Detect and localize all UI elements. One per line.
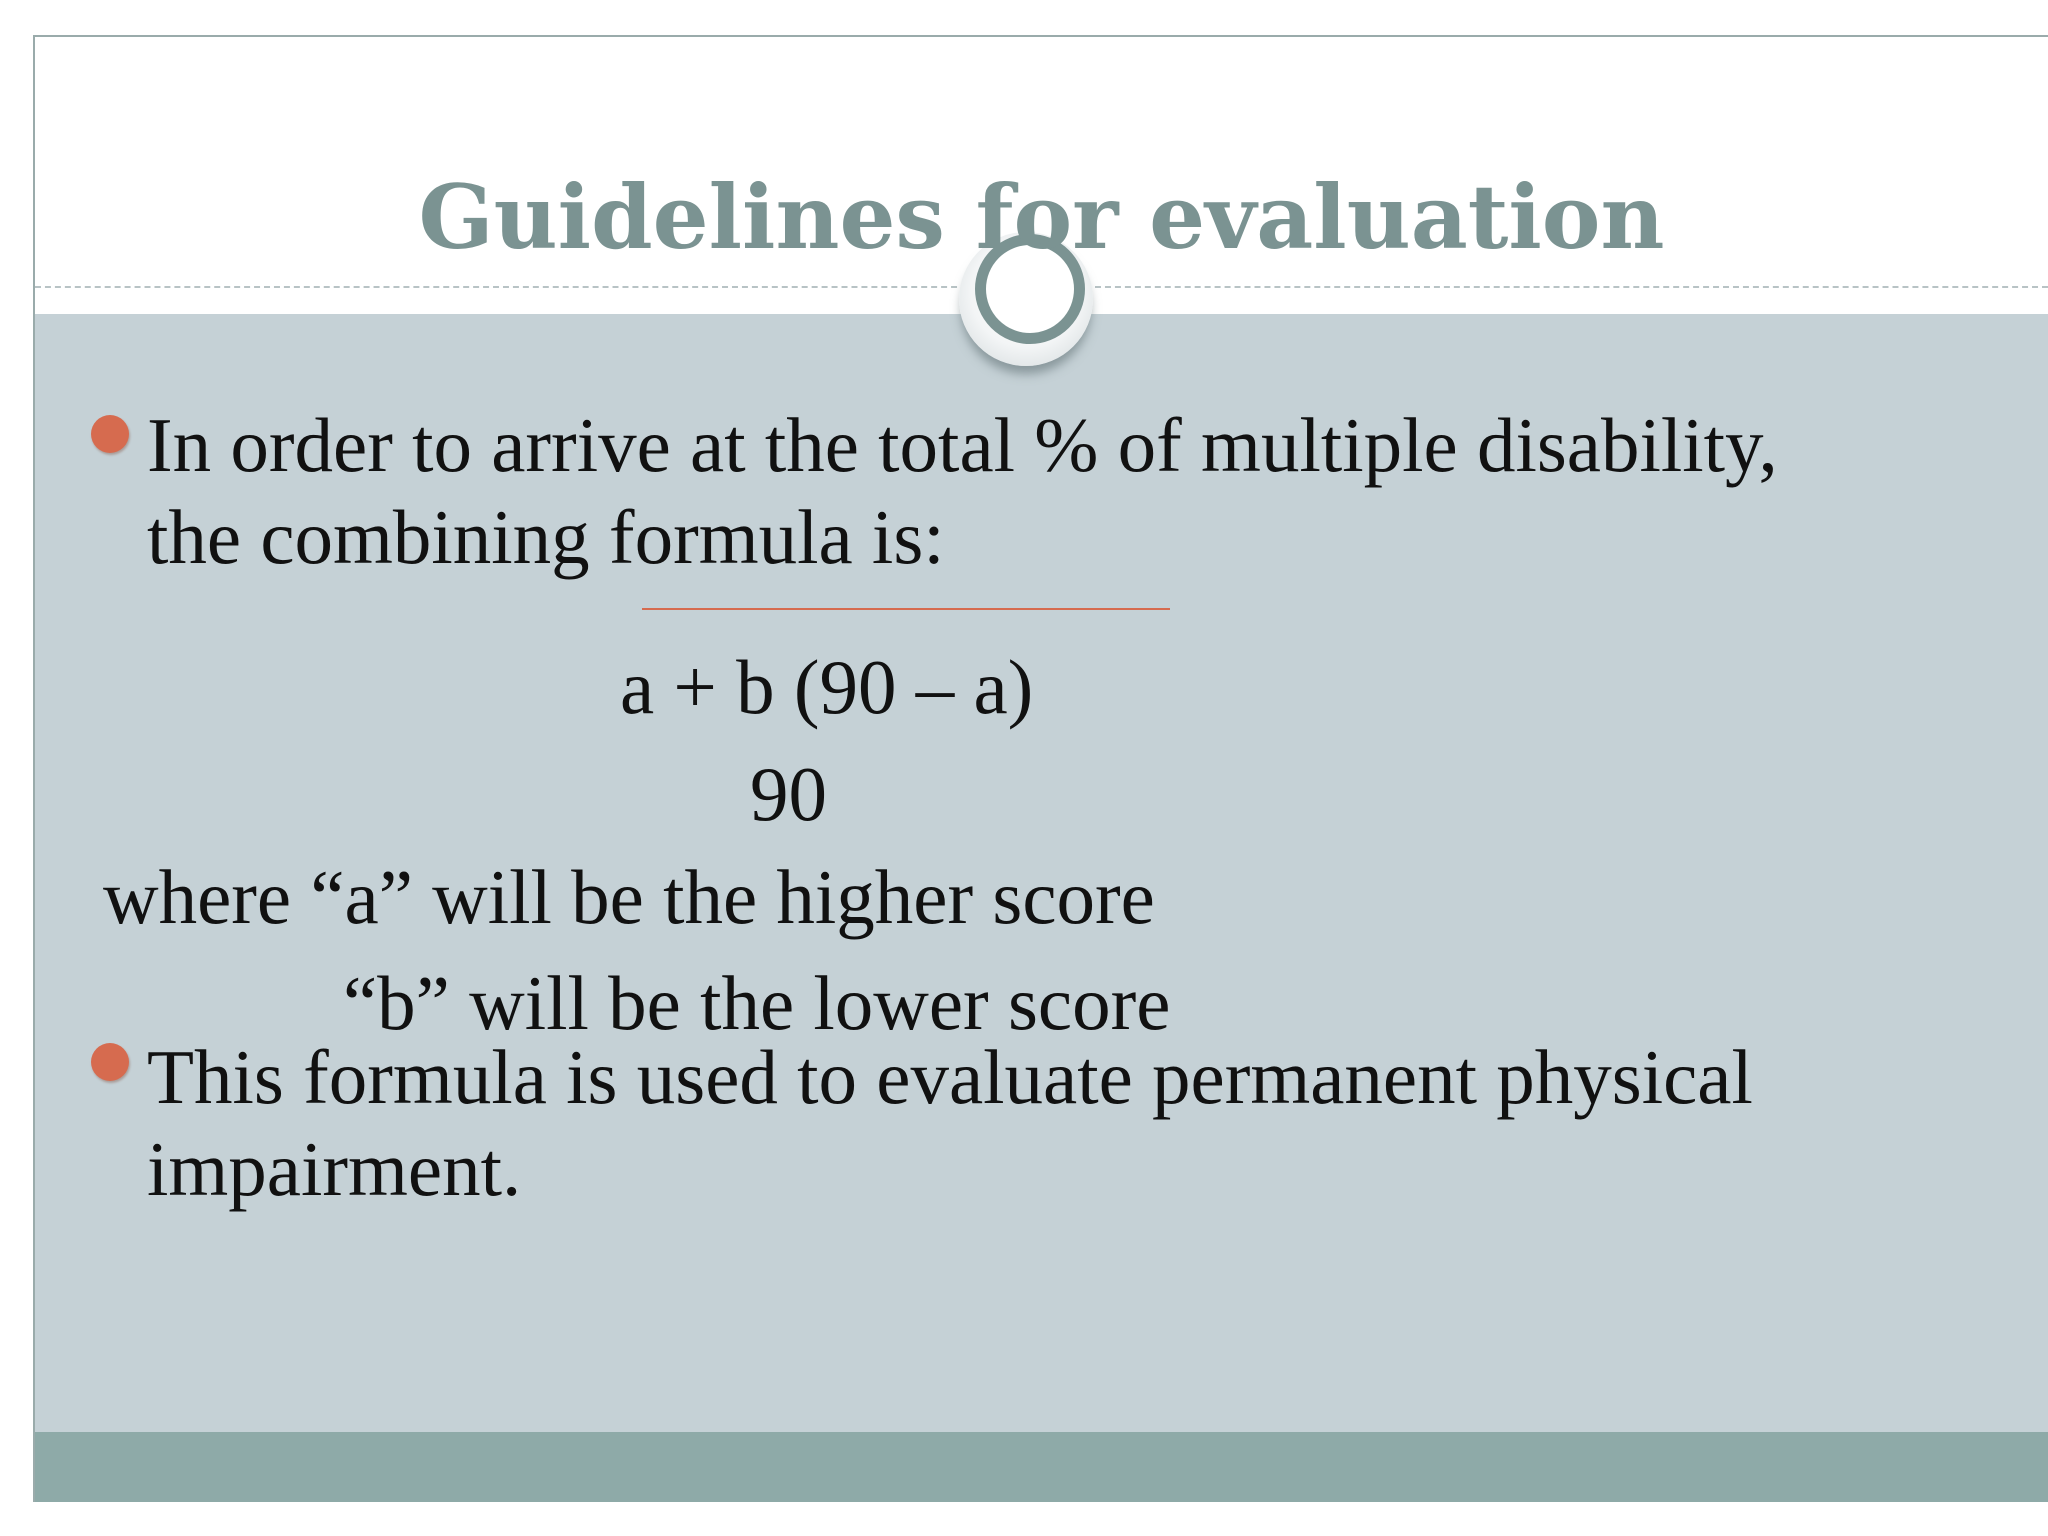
bullet-dot-icon — [91, 1043, 129, 1081]
bullet-1-line-1: In order to arrive at the total % of multiple disability, — [147, 402, 1778, 488]
slide-title: Guidelines for evaluation — [418, 165, 1665, 269]
title-divider-left — [35, 286, 967, 288]
bullet-2-text — [147, 1031, 1753, 1215]
footer-band — [35, 1432, 2048, 1502]
slide — [33, 35, 2048, 1502]
definition-b: “b” will be the lower score — [343, 960, 1171, 1046]
bullet-2-line-1: This formula is used to evaluate permanent physical — [147, 1034, 1753, 1120]
formula-denominator: 90 — [750, 751, 827, 837]
formula-numerator: a + b (90 – a) — [620, 644, 1034, 730]
title-divider-right — [1095, 286, 2048, 288]
bullet-2-line-2: impairment. — [147, 1126, 522, 1212]
bullet-1-line-2: the combining formula is: — [147, 494, 945, 580]
fraction-line — [642, 608, 1170, 610]
definition-a: where “a” will be the higher score — [103, 854, 1155, 940]
bullet-dot-icon — [91, 415, 129, 453]
bullet-1-text — [147, 399, 1778, 583]
